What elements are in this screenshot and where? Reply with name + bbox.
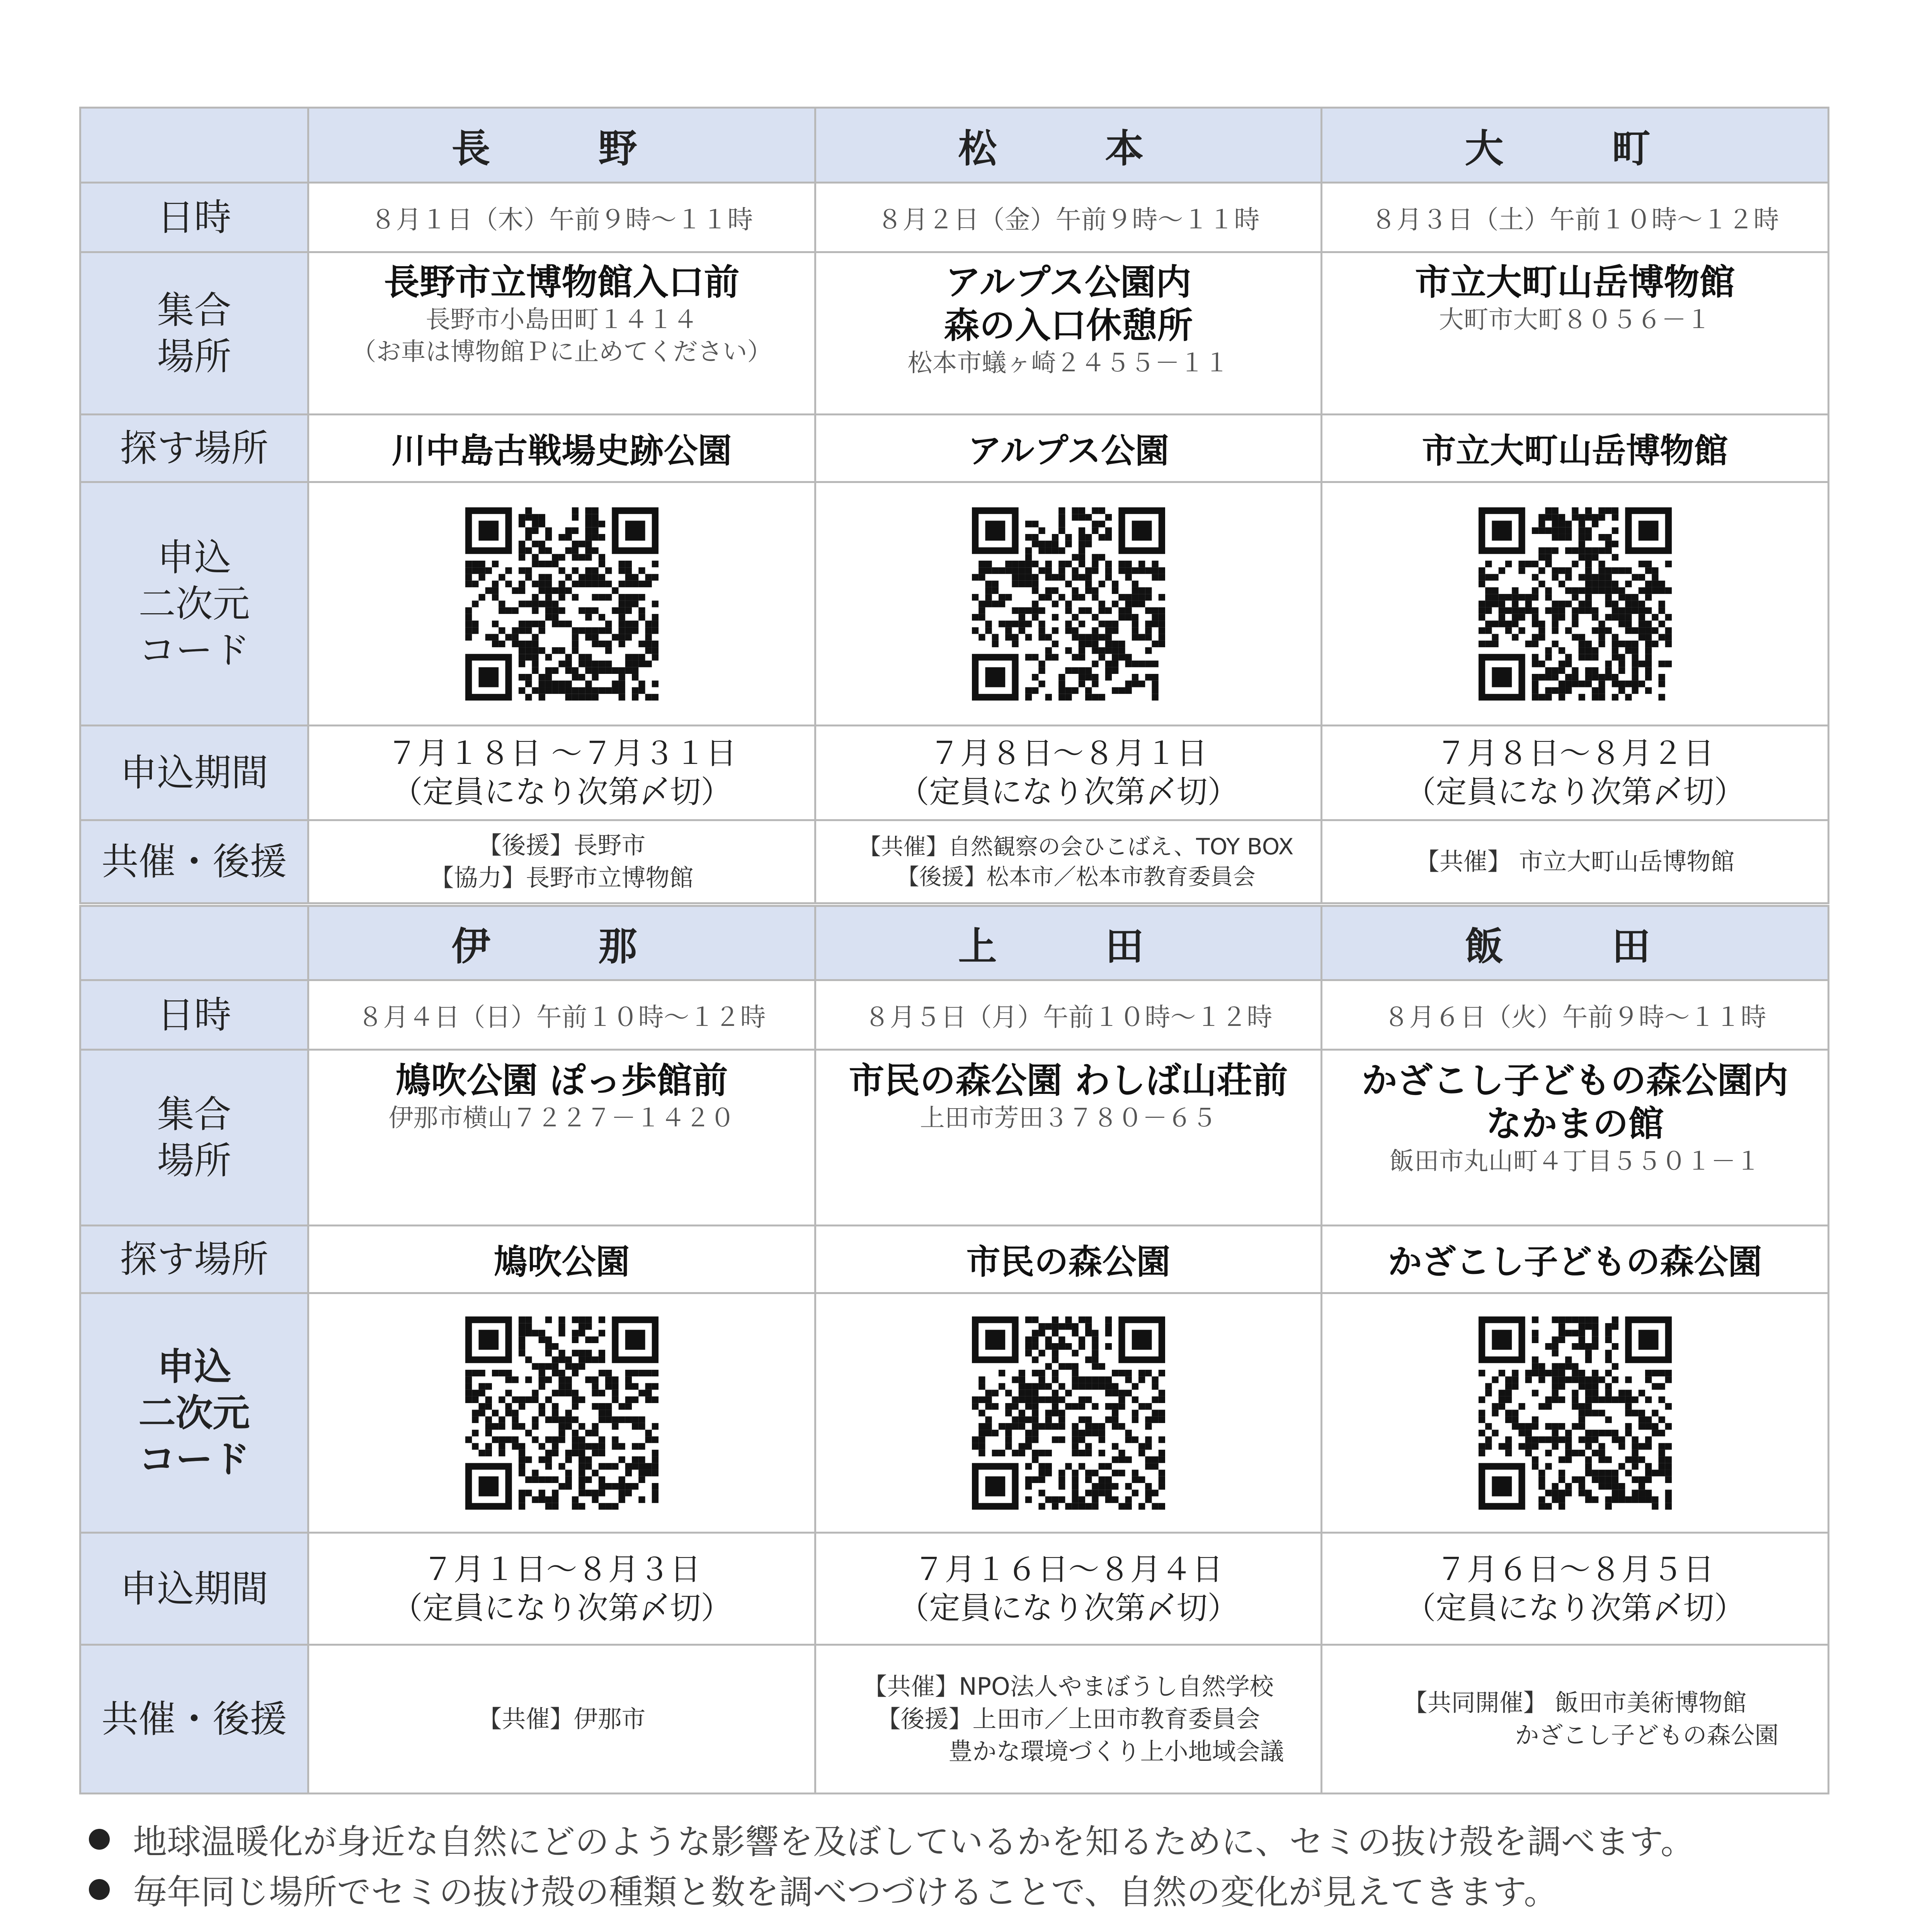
label-application-period: 申込期間 xyxy=(80,726,308,820)
label-qr: 申込 二次元 コード xyxy=(80,1293,308,1533)
date-nagano: ８月１日（木）午前９時～１１時 xyxy=(370,205,753,235)
venue-omachi: 大 町 xyxy=(1322,108,1829,183)
period-ina: ７月１日～８月３日 （定員になり次第〆切） xyxy=(308,1533,815,1645)
sponsor-omachi: 【共催】 市立大町山岳博物館 xyxy=(1322,820,1829,903)
qr-code-icon[interactable] xyxy=(465,1316,659,1510)
venue-nagano: 長 野 xyxy=(308,108,815,183)
period-ueda: ７月１６日～８月４日 （定員になり次第〆切） xyxy=(815,1533,1322,1645)
meeting-iida: かざこし子どもの森公園内 なかまの館 飯田市丸山町４丁目５５０１－１ xyxy=(1322,1050,1829,1226)
meeting-nagano: 長野市立博物館入口前 長野市小島田町１４１４ （お車は博物館Ｐに止めてください） xyxy=(308,252,815,415)
label-datetime: 日時 xyxy=(80,183,308,252)
date-ueda: ８月５日（月）午前１０時～１２時 xyxy=(864,1002,1273,1032)
qr-code-icon[interactable] xyxy=(465,507,659,701)
date-iida: ８月６日（火）午前９時～１１時 xyxy=(1383,1002,1766,1032)
qr-code-icon[interactable] xyxy=(972,507,1165,701)
sponsor-nagano: 【後援】長野市 【協力】長野市立博物館 xyxy=(308,820,815,903)
qr-code-icon[interactable] xyxy=(1479,1316,1672,1510)
qr-code-icon[interactable] xyxy=(1479,507,1672,701)
period-nagano: ７月１８日 ～７月３１日 （定員になり次第〆切） xyxy=(308,726,815,820)
bullet-notes xyxy=(89,1814,1867,1915)
period-matsumoto: ７月８日～８月１日 （定員になり次第〆切） xyxy=(815,726,1322,820)
meeting-ina: 鳩吹公園 ぽっ歩館前 伊那市横山７２２７－１４２０ xyxy=(308,1050,815,1226)
label-sponsor: 共催・後援 xyxy=(80,820,308,903)
venue-ina: 伊 那 xyxy=(308,906,815,980)
search-iida: かざこし子どもの森公園 xyxy=(1388,1242,1762,1282)
label-application-period: 申込期間 xyxy=(80,1533,308,1645)
label-sponsor: 共催・後援 xyxy=(80,1645,308,1794)
bullet-item: 毎年同じ場所でセミの抜け殻の種類と数を調べつづけることで、自然の変化が見えてきます。 xyxy=(89,1864,1867,1915)
venue-ueda: 上 田 xyxy=(815,906,1322,980)
meeting-omachi: 市立大町山岳博物館 大町市大町８０５６－１ xyxy=(1322,252,1829,415)
search-nagano: 川中島古戦場史跡公園 xyxy=(391,431,732,471)
date-matsumoto: ８月２日（金）午前９時～１１時 xyxy=(877,205,1260,235)
bullet-item: 地球温暖化が身近な自然にどのような影響を及ぼしているかを知るために、セミの抜け殻を調べます。 xyxy=(89,1814,1867,1864)
sponsor-matsumoto: 【共催】自然観察の会ひこばえ、TOY BOX 【後援】松本市／松本市教育委員会 xyxy=(815,820,1322,903)
meeting-ueda: 市民の森公園 わしば山荘前 上田市芳田３７８０－６５ xyxy=(815,1050,1322,1226)
sponsor-iida: 【共同開催】 飯田市美術博物館 かざこし子どもの森公園 xyxy=(1322,1645,1829,1794)
period-omachi: ７月８日～８月２日 （定員になり次第〆切） xyxy=(1322,726,1829,820)
search-omachi: 市立大町山岳博物館 xyxy=(1422,431,1728,471)
period-iida: ７月６日～８月５日 （定員になり次第〆切） xyxy=(1322,1533,1829,1645)
meeting-matsumoto: アルプス公園内 森の入口休憩所 松本市蟻ヶ崎２４５５－１１ xyxy=(815,252,1322,415)
search-matsumoto: アルプス公園 xyxy=(968,431,1169,471)
label-qr: 申込 二次元 コード xyxy=(80,482,308,726)
label-search-place: 探す場所 xyxy=(80,415,308,482)
venue-iida: 飯 田 xyxy=(1322,906,1829,980)
date-omachi: ８月３日（土）午前１０時～１２時 xyxy=(1371,205,1779,235)
corner-cell xyxy=(80,108,308,183)
sponsor-ueda: 【共催】NPO法人やまぼうし自然学校 【後援】上田市／上田市教育委員会 豊かな環境づくり上小地域会議 xyxy=(815,1645,1322,1794)
schedule-table-2 xyxy=(79,905,1829,1794)
venue-matsumoto: 松 本 xyxy=(815,108,1322,183)
sponsor-ina: 【共催】伊那市 xyxy=(308,1645,815,1794)
bullet-dot-icon xyxy=(89,1829,110,1850)
label-datetime: 日時 xyxy=(80,980,308,1050)
date-ina: ８月４日（日）午前１０時～１２時 xyxy=(357,1002,766,1032)
search-ueda: 市民の森公園 xyxy=(966,1242,1171,1282)
bullet-dot-icon xyxy=(89,1879,110,1900)
qr-code-icon[interactable] xyxy=(972,1316,1165,1510)
label-search-place: 探す場所 xyxy=(80,1226,308,1293)
label-meeting-place: 集合 場所 xyxy=(80,1050,308,1226)
label-meeting-place: 集合 場所 xyxy=(80,252,308,415)
schedule-table-1 xyxy=(79,107,1829,904)
search-ina: 鳩吹公園 xyxy=(493,1242,630,1282)
corner-cell xyxy=(80,906,308,980)
